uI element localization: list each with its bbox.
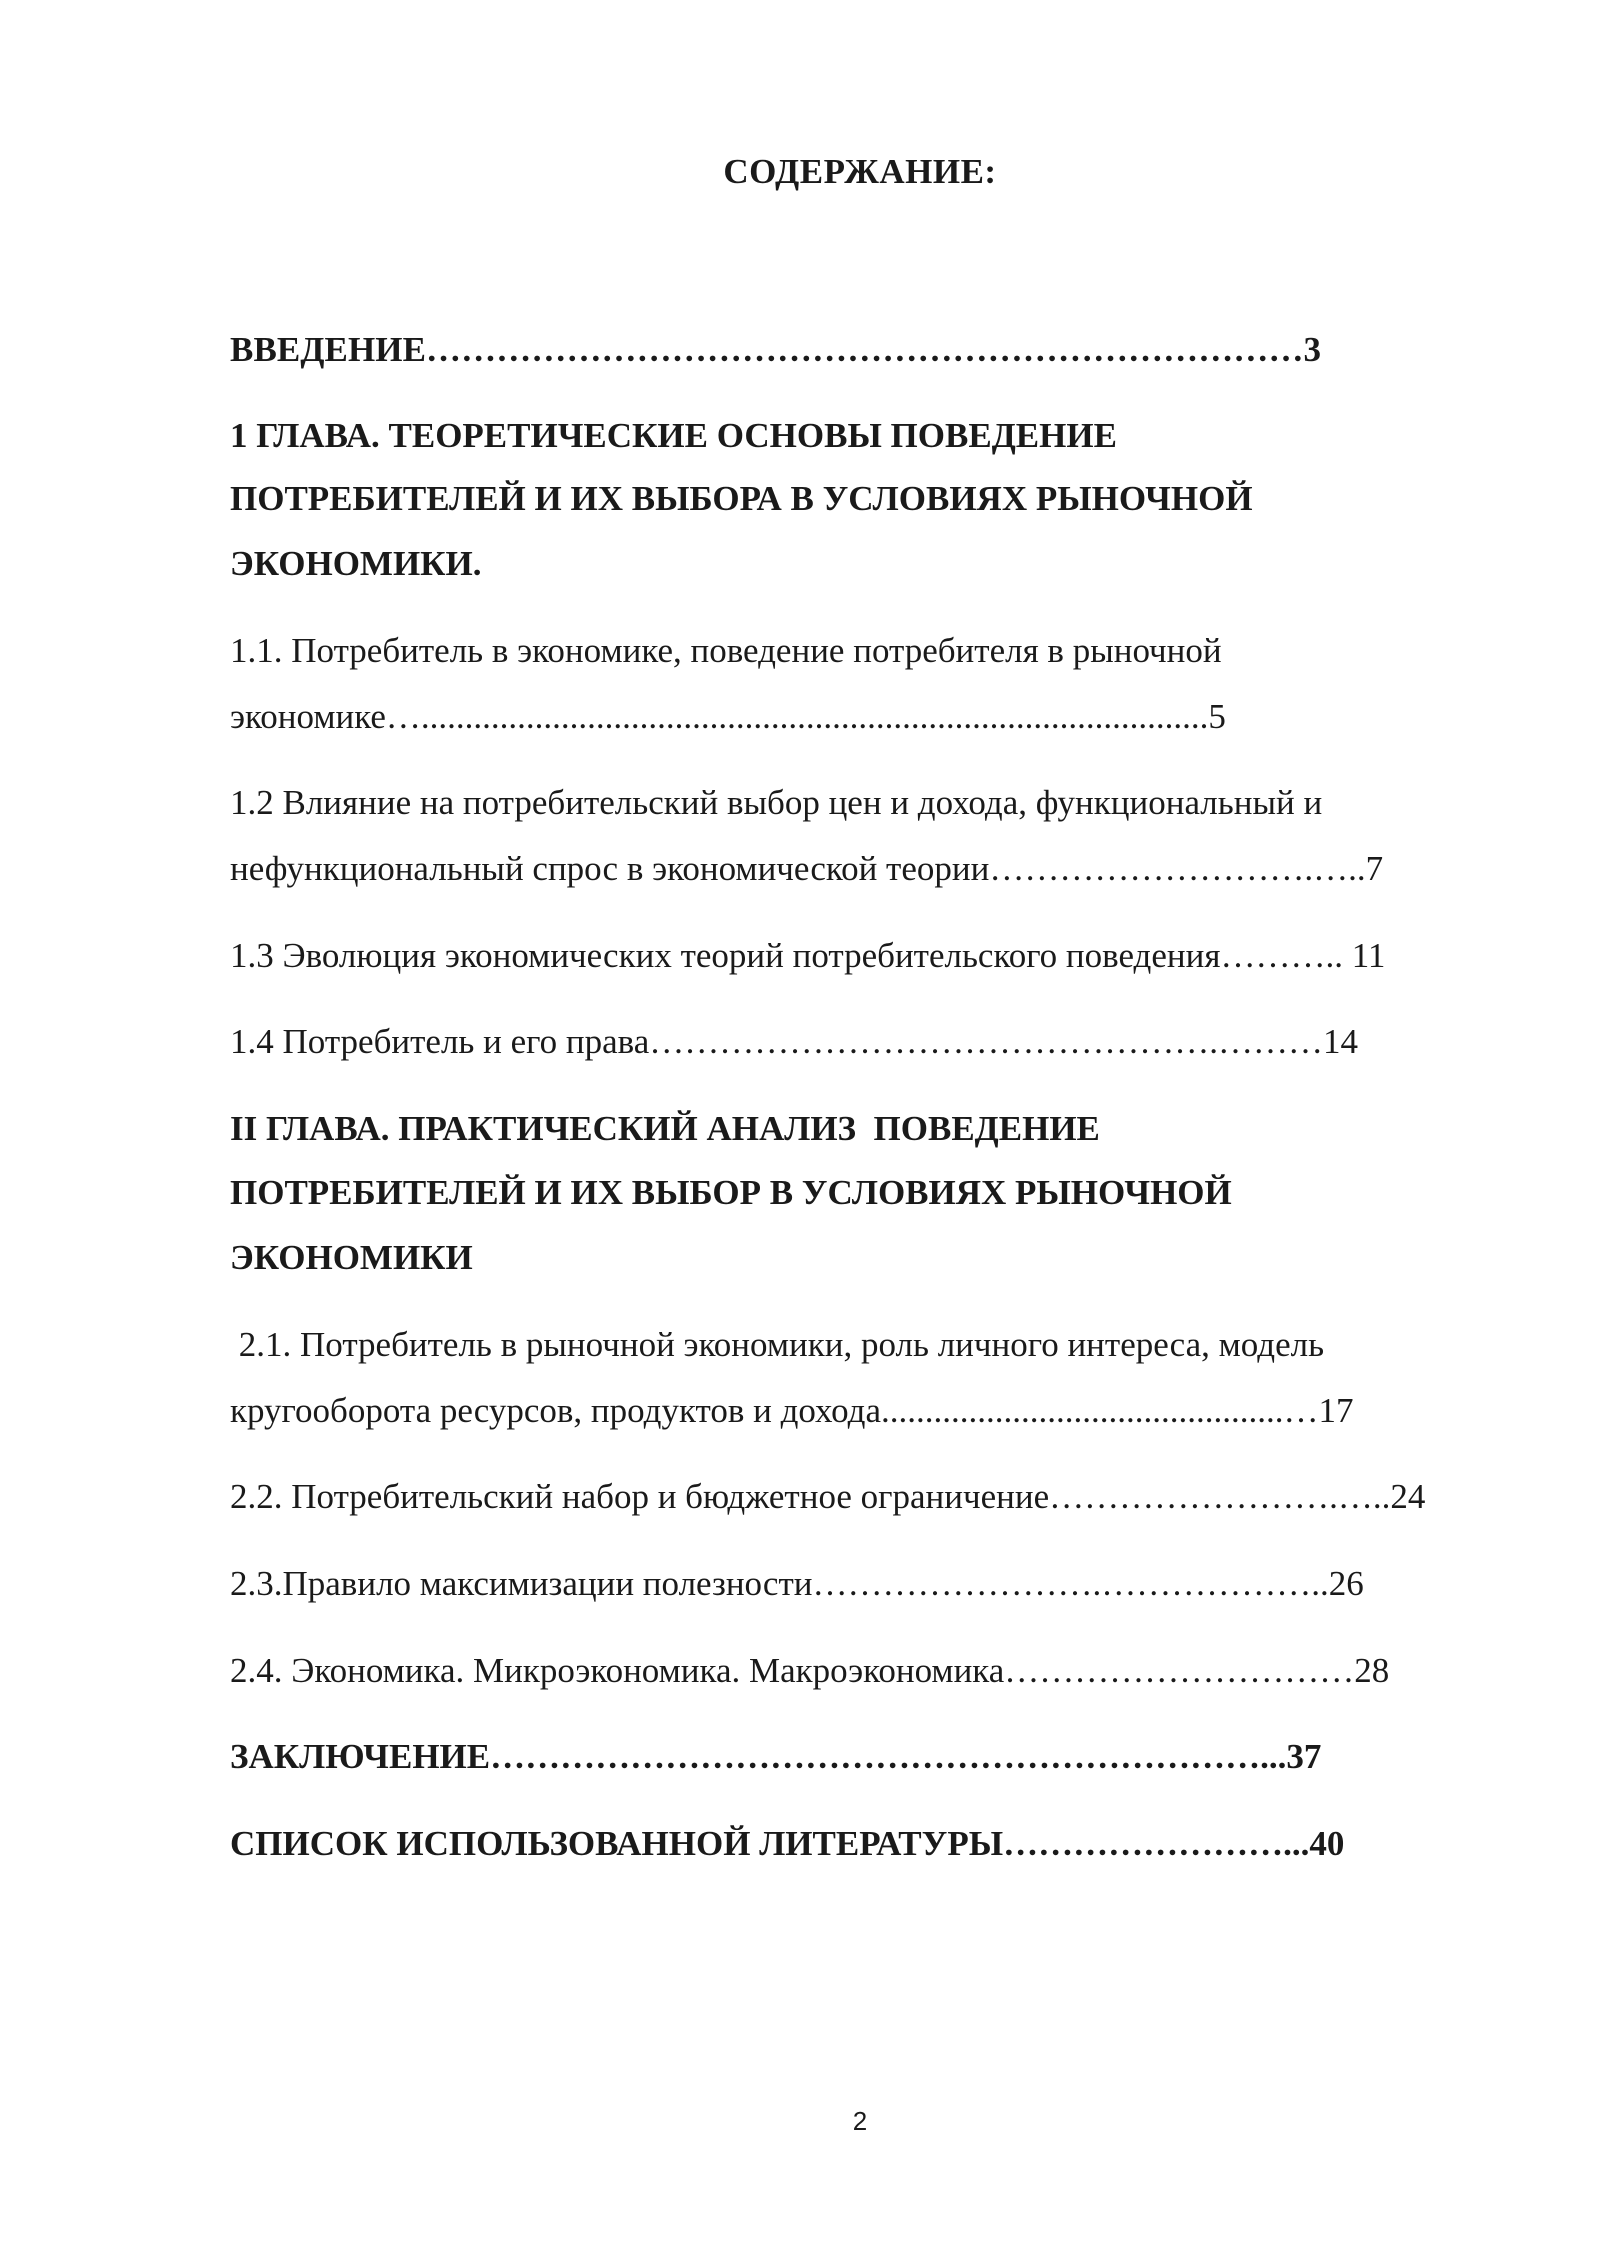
toc-entry-2-4: 2.4. Экономика. Микроэкономика. Макроэкономика…………………………28 [230,1651,1390,1690]
toc-chapter1-line3: ЭКОНОМИКИ. [230,544,482,583]
toc-chapter2-line2: ПОТРЕБИТЕЛЕЙ И ИХ ВЫБОР В УСЛОВИЯХ РЫНОЧНОЙ [230,1173,1232,1212]
toc-entry-1-1-line2: экономике…..........................................................................................5 [230,697,1226,736]
toc-chapter1-line2: ПОТРЕБИТЕЛЕЙ И ИХ ВЫБОРА В УСЛОВИЯХ РЫНОЧНОЙ [230,479,1253,518]
toc-entry-references: СПИСОК ИСПОЛЬЗОВАННОЙ ЛИТЕРАТУРЫ……………………...40 [230,1824,1345,1863]
toc-chapter2-line1: II ГЛАВА. ПРАКТИЧЕСКИЙ АНАЛИЗ ПОВЕДЕНИЕ [230,1109,1100,1148]
toc-entry-2-1-line2: кругооборота ресурсов, продуктов и дохода..............................................…17 [230,1391,1354,1430]
toc-entry-conclusion: ЗАКЛЮЧЕНИЕ…………………………………………………………...37 [230,1737,1322,1776]
page-number: 2 [852,2106,868,2136]
toc-entry-2-3: 2.3.Правило максимизации полезности…………………….………………..26 [230,1564,1364,1603]
toc-chapter2-line3: ЭКОНОМИКИ [230,1238,473,1277]
toc-entry-1-3: 1.3 Эволюция экономических теорий потребительского поведения……….. 11 [230,936,1386,975]
toc-entry-2-1-line1: 2.1. Потребитель в рыночной экономики, роль личного интереса, модель [230,1325,1325,1364]
toc-entry-1-2-line1: 1.2 Влияние на потребительский выбор цен и дохода, функциональный и [230,783,1323,822]
toc-entry-1-4: 1.4 Потребитель и его права………………………………………….………14 [230,1022,1358,1061]
toc-entry-1-2-line2: нефункциональный спрос в экономической теории……………………….…..7 [230,849,1384,888]
toc-title: СОДЕРЖАНИЕ: [723,152,997,191]
toc-entry-intro: ВВЕДЕНИЕ…………………………………………………………………3 [230,330,1322,369]
toc-entry-2-2: 2.2. Потребительский набор и бюджетное ограничение…………………….…..24 [230,1477,1426,1516]
toc-chapter1-line1: 1 ГЛАВА. ТЕОРЕТИЧЕСКИЕ ОСНОВЫ ПОВЕДЕНИЕ [230,416,1117,455]
toc-entry-1-1-line1: 1.1. Потребитель в экономике, поведение потребителя в рыночной [230,631,1222,670]
